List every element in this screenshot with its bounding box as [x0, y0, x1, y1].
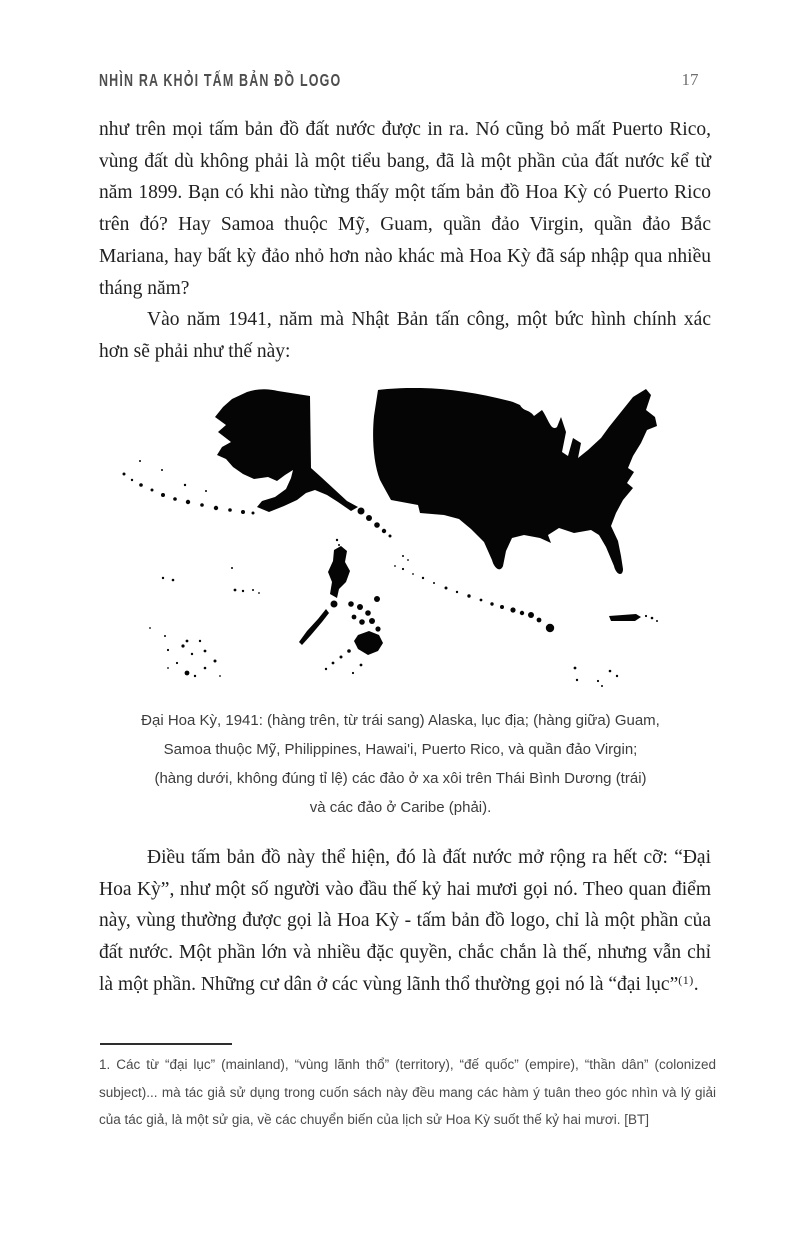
greater-united-states-map-figure	[110, 388, 700, 690]
body-text-bottom	[99, 842, 711, 1001]
paragraph-3	[99, 842, 711, 1001]
running-header-title: NHÌN RA KHỎI TẤM BẢN ĐỒ LOGO	[99, 72, 342, 91]
caption-line: Samoa thuộc Mỹ, Philippines, Hawai'i, Puerto Rico, và quần đảo Virgin;	[163, 741, 638, 758]
map-philippines	[299, 539, 383, 674]
figure-caption	[90, 706, 711, 822]
map-puerto-rico-virgin-islands	[609, 614, 658, 622]
map-alaska	[215, 389, 358, 512]
paragraph-3-text: Điều tấm bản đồ này thể hiện, đó là đất nước mở rộng ra hết cỡ: “Đại Hoa Kỳ”, như một số người vào đầu thế kỷ hai mươi gọi nó. Theo quan điểm này, vùng thường được gọi là Hoa Kỳ - tấm bản đồ logo, chỉ là một phần của đất nước. Một phần lớn và nhiều đặc quyền, chắc chắn là thế, nhưng vẫn chỉ là một phần. Những cư dân ở các vùng lãnh thổ thường gọi nó là “đại lục”	[99, 847, 711, 995]
map-continental-us	[373, 388, 657, 574]
map-caribbean-islands	[574, 667, 619, 687]
caption-line: (hàng dưới, không đúng tỉ lệ) các đảo ở xa xôi trên Thái Bình Dương (trái)	[154, 770, 647, 787]
body-text-top	[99, 114, 711, 368]
paragraph-1: như trên mọi tấm bản đồ đất nước được in ra. Nó cũng bỏ mất Puerto Rico, vùng đất dù không phải là một tiểu bang, đã là một phần của đất nước kể từ năm 1899. Bạn có khi nào từng thấy một tấm bản đồ Hoa Kỳ có Puerto Rico trên đó? Hay Samoa thuộc Mỹ, Guam, quần đảo Virgin, quần đảo Bắc Mariana, hay bất kỳ đảo nhỏ hơn nào khác mà Hoa Kỳ đã sáp nhập qua nhiều tháng năm?	[99, 119, 711, 299]
map-alexander-archipelago	[358, 508, 409, 561]
page-number: 17	[681, 70, 699, 89]
map-1941-silhouette	[110, 388, 700, 690]
paragraph-2: Vào năm 1941, năm mà Nhật Bản tấn công, một bức hình chính xác hơn sẽ phải như thế này:	[99, 309, 711, 362]
caption-line: Đại Hoa Kỳ, 1941: (hàng trên, từ trái sang) Alaska, lục địa; (hàng giữa) Guam,	[141, 712, 660, 729]
caption-line: và các đảo ở Caribe (phải).	[309, 799, 492, 816]
footnote-text: 1. Các từ “đại lục” (mainland), “vùng lãnh thổ” (territory), “đế quốc” (empire), “thần dân” (colonized subject)... mà tác giả sử dụng trong cuốn sách này đều mang các hàm ý tuân theo góc nhìn và lý giải của tác giả, là một sử gia, về các chuyển biến của lịch sử Hoa Kỳ suốt thế kỷ hai mươi. [BT]	[99, 1057, 716, 1127]
map-hawaiian-islands	[394, 565, 554, 632]
footnote-reference: (1)	[678, 972, 694, 987]
map-pacific-islands	[149, 567, 260, 677]
paragraph-3-period: .	[693, 973, 699, 995]
footnote-divider	[100, 1043, 232, 1045]
